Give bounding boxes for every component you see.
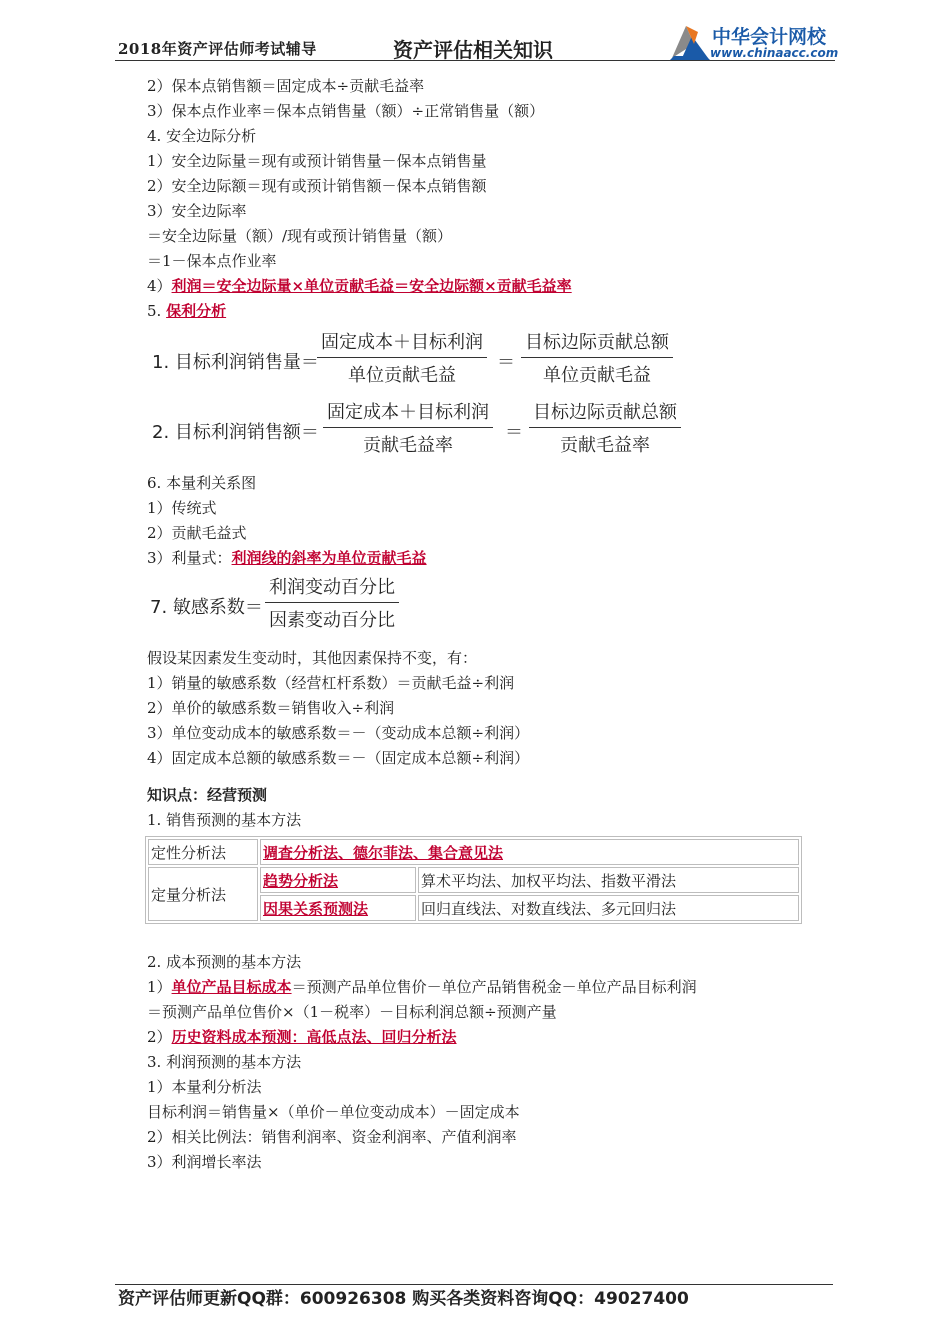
line-prefix: 1） <box>147 978 172 996</box>
section-heading: 3. 利润预测的基本方法 <box>147 1053 302 1071</box>
text-line: 2）贡献毛益式 <box>147 524 247 542</box>
text-line: 1）安全边际量＝现有或预计销售量－保本点销售量 <box>147 152 487 170</box>
text-line: 2）安全边际额＝现有或预计销售额－保本点销售额 <box>147 177 487 195</box>
text-line: 1）本量利分析法 <box>147 1078 262 1096</box>
text-line: 2）相关比例法：销售利润率、资金利润率、产值利润率 <box>147 1128 517 1146</box>
table-cell: 调查分析法、德尔菲法、集合意见法 <box>260 839 799 865</box>
table-cell: 回归直线法、对数直线法、多元回归法 <box>418 895 799 921</box>
numerator: 固定成本＋目标利润 <box>327 402 489 423</box>
logo-mark-icon <box>668 20 712 64</box>
highlighted-text: 利润＝安全边际量×单位贡献毛益＝安全边际额×贡献毛益率 <box>171 277 572 295</box>
header-subject-title: 资产评估相关知识 <box>393 38 553 62</box>
denominator: 贡献毛益率 <box>560 435 650 456</box>
denominator: 单位贡献毛益 <box>348 365 456 386</box>
logo-url: www.chinaacc.com <box>710 46 839 60</box>
table-cell: 因果关系预测法 <box>260 895 416 921</box>
text-line: 1）销量的敏感系数（经营杠杆系数）＝贡献毛益÷利润 <box>147 674 515 692</box>
table-row <box>148 839 799 865</box>
header-course-title: 2018年资产评估师考试辅导 <box>118 40 317 58</box>
section-heading: 2. 成本预测的基本方法 <box>147 953 302 971</box>
text-line: 3）单位变动成本的敏感系数＝－（变动成本总额÷利润） <box>147 724 530 742</box>
equals-sign: ＝ <box>505 422 523 443</box>
denominator: 单位贡献毛益 <box>543 365 651 386</box>
line-rest: ＝预测产品单位售价－单位产品销售税金－单位产品目标利润 <box>291 978 697 996</box>
numerator: 利润变动百分比 <box>269 577 395 598</box>
table-cell: 算术平均法、加权平均法、指数平滑法 <box>418 867 799 893</box>
formula-target-sales-amount <box>147 398 817 462</box>
page-header <box>0 0 950 70</box>
text-line: 3）安全边际率 <box>147 202 247 220</box>
text-line <box>147 1025 817 1050</box>
fraction <box>265 573 399 632</box>
denominator: 贡献毛益率 <box>363 435 453 456</box>
equals-sign: ＝ <box>497 352 515 373</box>
knowledge-point-title: 知识点：经营预测 <box>147 786 268 804</box>
table-cell: 定量分析法 <box>148 867 258 921</box>
line-prefix: 3）利量式： <box>147 549 232 567</box>
numerator: 目标边际贡献总额 <box>533 402 677 423</box>
text-line: ＝1－保本点作业率 <box>147 252 277 270</box>
text-line: 3）利润增长率法 <box>147 1153 262 1171</box>
text-line: 假设某因素发生变动时，其他因素保持不变，有： <box>147 649 478 667</box>
text-line: 2）保本点销售额＝固定成本÷贡献毛益率 <box>147 77 425 95</box>
text-line: 目标利润＝销售量×（单价－单位变动成本）－固定成本 <box>147 1103 520 1121</box>
highlighted-text: 单位产品目标成本 <box>171 978 292 996</box>
footer-contact: 资产评估师更新QQ群：600926308 购买各类资料咨询QQ：49027400 <box>118 1289 689 1309</box>
text-line: 4）固定成本总额的敏感系数＝－（固定成本总额÷利润） <box>147 749 530 767</box>
text-line: 3）保本点作业率＝保本点销售量（额）÷正常销售量（额） <box>147 102 545 120</box>
formula-lhs: 7. 敏感系数＝ <box>150 597 263 618</box>
numerator: 固定成本＋目标利润 <box>321 332 483 353</box>
text-line: 2）单价的敏感系数＝销售收入÷利润 <box>147 699 395 717</box>
text-line <box>147 975 817 1000</box>
logo <box>668 20 848 65</box>
profit-volume-line <box>147 546 817 571</box>
formula-sensitivity-coefficient <box>147 573 817 637</box>
fraction <box>317 328 487 387</box>
line-prefix: 4） <box>147 277 172 295</box>
highlighted-text: 保利分析 <box>166 302 227 320</box>
denominator: 因素变动百分比 <box>269 610 395 631</box>
table-cell: 趋势分析法 <box>260 867 416 893</box>
sales-forecast-methods-table <box>145 836 802 924</box>
text-line: ＝预测产品单位售价×（1－税率）－目标利润总额÷预测产量 <box>147 1003 557 1021</box>
section-heading <box>147 299 817 324</box>
section-heading: 4. 安全边际分析 <box>147 127 257 145</box>
text-line: ＝安全边际量（额）/现有或预计销售量（额） <box>147 227 453 245</box>
logo-chinese-name: 中华会计网校 <box>712 26 827 48</box>
line-prefix: 5. <box>147 302 167 320</box>
table-cell: 定性分析法 <box>148 839 258 865</box>
fraction <box>323 398 493 457</box>
formula-lhs: 1. 目标利润销售量＝ <box>152 352 319 373</box>
highlighted-text: 历史资料成本预测：高低点法、回归分析法 <box>171 1028 457 1046</box>
fraction <box>529 398 681 457</box>
document-body <box>147 74 817 1175</box>
formula-lhs: 2. 目标利润销售额＝ <box>152 422 319 443</box>
section-heading: 1. 销售预测的基本方法 <box>147 811 302 829</box>
profit-formula-line <box>147 274 817 299</box>
table-row <box>148 867 799 893</box>
fraction <box>521 328 673 387</box>
header-divider <box>115 60 835 61</box>
line-prefix: 2） <box>147 1028 172 1046</box>
numerator: 目标边际贡献总额 <box>525 332 669 353</box>
highlighted-text: 利润线的斜率为单位贡献毛益 <box>231 549 427 567</box>
section-heading: 6. 本量利关系图 <box>147 474 257 492</box>
formula-target-sales-volume <box>147 328 817 392</box>
text-line: 1）传统式 <box>147 499 217 517</box>
